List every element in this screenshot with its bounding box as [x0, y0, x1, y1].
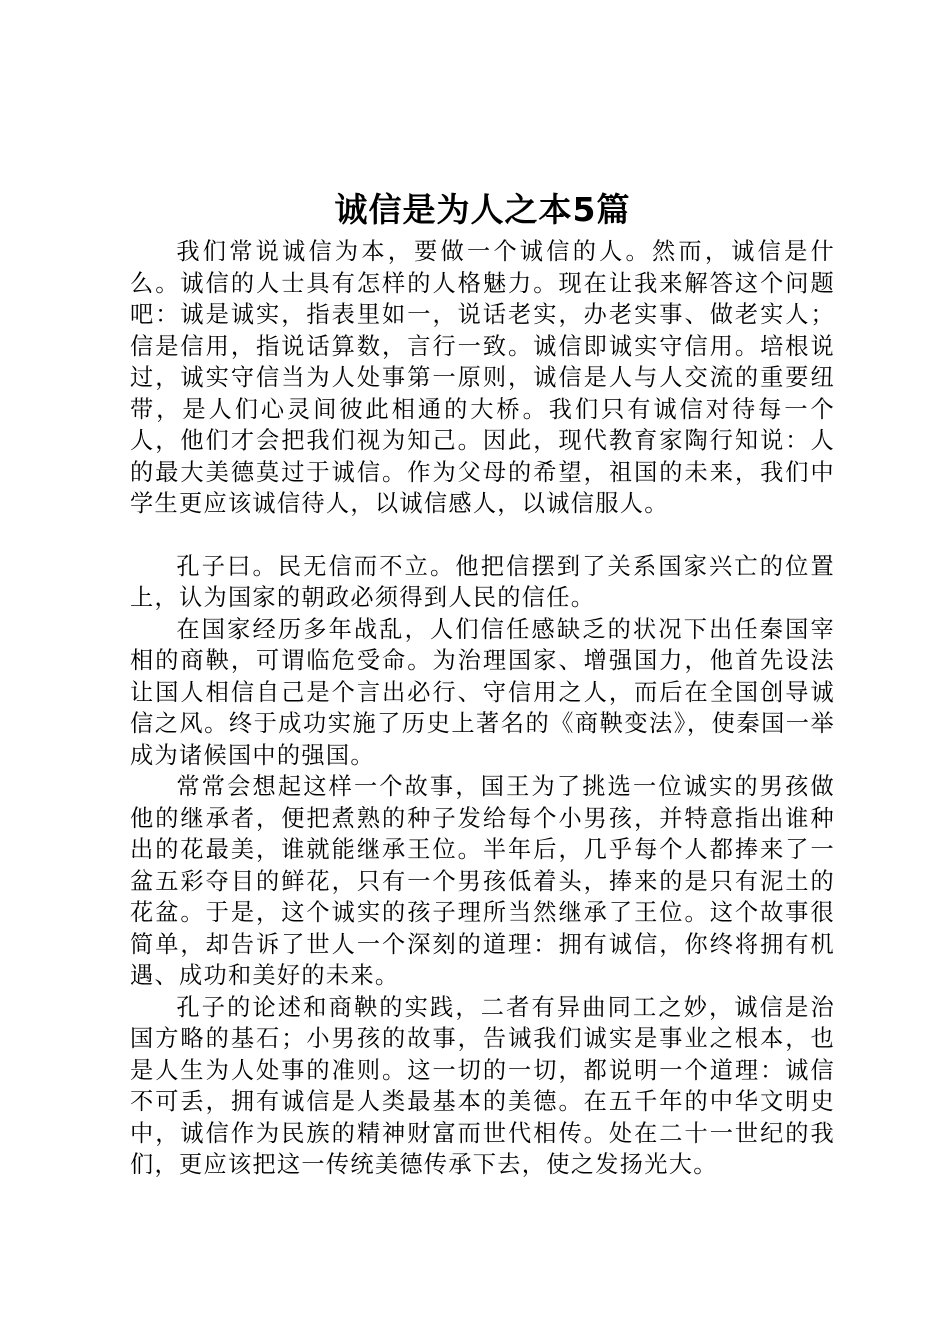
paragraph-story: 常常会想起这样一个故事，国王为了挑选一位诚实的男孩做他的继承者，便把煮熟的种子发给每个小男孩，并特意指出谁种出的花最美，谁就能继承王位。半年后，几乎每个人都捧来了一盆五彩夺目的鲜花，只有一个男孩低着头，捧来的是只有泥土的花盆。于是，这个诚实的孩子理所当然继承了王位。这个故事很简单，却告诉了世人一个深刻的道理：拥有诚信，你终将拥有机遇、成功和美好的未来。 [130, 773, 835, 989]
paragraph-confucius: 孔子曰。民无信而不立。他把信摆到了关系国家兴亡的位置上，认为国家的朝政必须得到人民的信任。 [130, 552, 835, 611]
document-page [130, 186, 835, 1181]
document-title: 诚信是为人之本5篇 [334, 190, 631, 229]
paragraph-intro: 我们常说诚信为本，要做一个诚信的人。然而，诚信是什么。诚信的人士具有怎样的人格魅力。现在让我来解答这个问题吧：诚是诚实，指表里如一，说话老实，办老实事、做老实人；信是信用，指说话算数，言行一致。诚信即诚实守信用。培根说过，诚实守信当为人处事第一原则，诚信是人与人交流的重要纽带，是人们心灵间彼此相通的大桥。我们只有诚信对待每一个人，他们才会把我们视为知己。因此，现代教育家陶行知说：人的最大美德莫过于诚信。作为父母的希望，祖国的未来，我们中学生更应该诚信待人，以诚信感人，以诚信服人。 [130, 238, 835, 517]
paragraph-conclusion: 孔子的论述和商鞅的实践，二者有异曲同工之妙，诚信是治国方略的基石；小男孩的故事，告诫我们诚实是事业之根本，也是人生为人处事的准则。这一切的一切，都说明一个道理：诚信不可丢，拥有诚信是人类最基本的美德。在五千年的中华文明史中，诚信作为民族的精神财富而世代相传。处在二十一世纪的我们，更应该把这一传统美德传承下去，使之发扬光大。 [130, 993, 835, 1178]
paragraph-shang-yang: 在国家经历多年战乱，人们信任感缺乏的状况下出任秦国宰相的商鞅，可谓临危受命。为治理国家、增强国力，他首先设法让国人相信自己是个言出必行、守信用之人，而后在全国创导诚信之风。终于成功实施了历史上著名的《商鞅变法》，使秦国一举成为诸候国中的强国。 [130, 615, 835, 769]
